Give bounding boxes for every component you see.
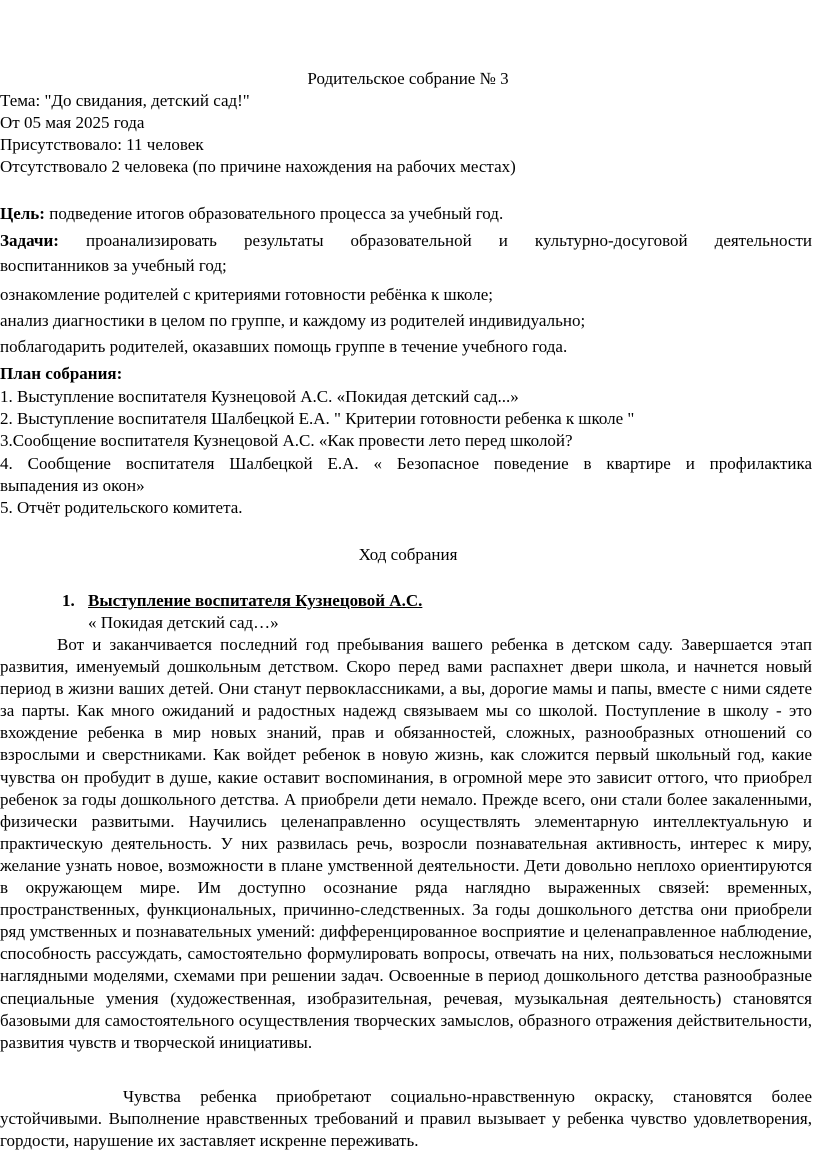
plan-item-5: 5. Отчёт родительского комитета. [0,498,243,517]
attendance-absent: Отсутствовало 2 человека (по причине нахождения на рабочих местах) [0,157,516,176]
plan-item-4-line-2: выпадения из окон» [0,476,145,495]
goal-label: Цель: [0,204,45,223]
tasks-line-2: воспитанников за учебный год; [0,256,227,275]
paragraph-2: Чувства ребенка приобретают социально-нравственную окраску, становятся более устойчивыми. Выполнение нравственных требований и правил вызывает у ребенка чувство удовлетворения, гордости, нарушение их заставляет искренне переживать. [0,1087,812,1151]
attendance-present: Присутствовало: 11 человек [0,135,204,154]
tasks-line-1 [0,230,812,252]
tasks-label: Задачи: [0,231,59,250]
progress-heading: Ход собрания [358,545,458,564]
plan-heading: План собрания: [0,364,123,383]
goal-text: подведение итогов образовательного процесса за учебный год. [44,204,504,223]
paragraph-1: Вот и заканчивается последний год пребывания вашего ребенка в детском саду. Завершается этап развития, именуемый дошкольным детством. Скоро перед вами распахнет двери школа, и начнется новый период в жизни ваших детей. Они станут первоклассниками, а вы, дорогие мамы и папы, вместе с ними сядете за парты. Как много ожиданий и радостных надежд связываем мы со школой. Поступление в школу - это вхождение ребенка в мир новых знаний, прав и обязанностей, сложных, разнообразных отношений со взрослыми и сверстниками. Как войдет ребенок в новую жизнь, как сложится первый школьный год, какие чувства он пробудит в душе, какие оставит воспоминания, в огромной мере это зависит оттого, что приобрел ребенок за годы дошкольного детства. А приобрели дети немало. Прежде всего, они стали более закаленными, физически развитыми. Научились целенаправленно осуществлять элементарную интеллектуальную и практическую деятельность. У них развилась речь, возросли познавательная активность, интерес к миру, желание узнать новое, возможности в плане умственной деятельности. Дети довольно неплохо ориентируются в окружающем мире. Им доступно осознание ряда наглядно выраженных связей: временных, пространственных, функциональных, причинно-следственных. За годы дошкольного детства они приобрели ряд умственных и познавательных умений: дифференцированное восприятие и целенаправленное наблюдение, способность рассуждать, самостоятельно формулировать вопросы, отвечать на них, пользоваться несложными наглядными моделями, схемами при решении задач. Освоенные в период дошкольного детства разнообразные специальные умения (художественная, изобразительная, речевая, музыкальная деятельность) становятся базовыми для самостоятельного осуществления творческих замыслов, образного отражения действительности, развития чувств и творческой инициативы. [0,635,812,1052]
section-1-title: Выступление воспитателя Кузнецовой А.С. [88,591,423,610]
document-title: Родительское собрание № 3 [307,69,509,88]
plan-item-4-line-1: 4. Сообщение воспитателя Шалбецкой Е.А. « Безопасное поведение в квартире и профилактика [0,454,812,473]
plan-item-2: 2. Выступление воспитателя Шалбецкой Е.А. " Критерии готовности ребенка к школе " [0,409,635,428]
plan-item-1: 1. Выступление воспитателя Кузнецовой А.С. «Покидая детский сад...» [0,387,519,406]
tasks-text-1: проанализировать результаты образовательной и культурно-досуговой деятельности [58,231,812,250]
goal-line [0,203,812,225]
section-1-number: 1. [62,591,75,610]
task-4: поблагодарить родителей, оказавших помощь группе в течение учебного года. [0,337,568,356]
plan-item-3: 3.Сообщение воспитателя Кузнецовой А.С. «Как провести лето перед школой? [0,431,573,450]
task-2: ознакомление родителей с критериями готовности ребёнка к школе; [0,285,494,304]
task-3: анализ диагностики в целом по группе, и каждому из родителей индивидуально; [0,311,586,330]
section-1-subtitle: « Покидая детский сад…» [88,613,279,632]
meeting-date: От 05 мая 2025 года [0,113,145,132]
meeting-topic: Тема: "До свидания, детский сад!" [0,91,250,110]
